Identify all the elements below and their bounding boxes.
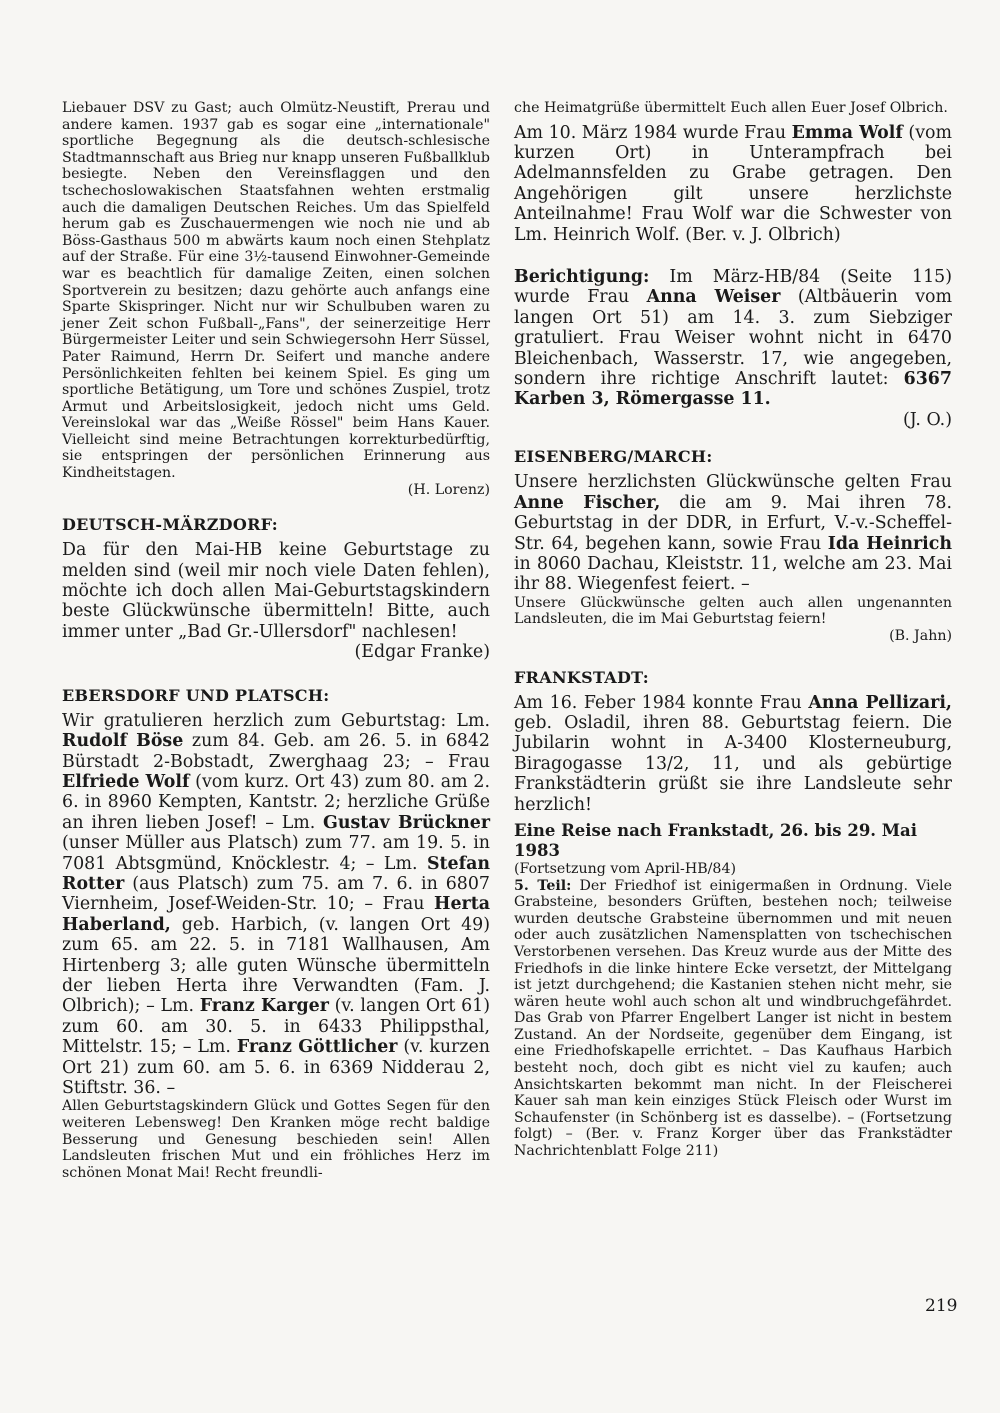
lorenz-article: Liebauer DSV zu Gast; auch Olmütz-Neustift, Prerau und andere kamen. 1937 gab es sogar eine „internationale" sportliche Begegnung als die deutsch-schlesische Stadtmannschaft aus Brieg nur knapp unseren Fußballklub besiegte. Neben den Vereinsflaggen und den tschechoslowakischen Staatsfahnen wehten erstmalig auch die damaligen Deutschen Reiches. Um das Spielfeld herum gab es Zuschauermengen wie noch nie und ab Böss-Gasthaus 500 m abwärts kaum noch einen Stehplatz auf der Straße. Für eine 3½-tausend Einwohner-Gemeinde war es beachtlich für damalige Zeiten, einen solchen Sportverein zu besitzen; dazu gehörte auch anfangs eine Sparte Skispringer. Nicht nur wir Schulbuben waren zu jener Zeit schon Fußball-„Fans", der seinerzeitige Herr Bürgermeister Leiter und sein Schwiegersohn Herr Süssel, Pater Raimund, Herrn Dr. Seifert und manche andere Persönlichkeiten fehlten bei keinem Spiel. Es ging um sportliche Betätigung, um Tore und schönes Zuspiel, trotz Armut und Arbeitslosigkeit, jedoch nicht ums Geld. Vereinslokal war das „Weiße Rössel" beim Hans Kauer. Vielleicht sind meine Betrachtungen korrekturbedürftig, sie entspringen der persönlichen Erinnerung aus Kindheitstagen.: [62, 100, 490, 482]
eisenberg-heading: EISENBERG/MARCH:: [514, 447, 713, 467]
name-emma-wolf: Emma Wolf: [791, 122, 903, 143]
left-column: [62, 100, 490, 1181]
jahn-signature: (B. Jahn): [889, 627, 952, 644]
frankstadt-heading: FRANKSTADT:: [514, 667, 650, 687]
name-herta-haberland: Herta Haberland,: [62, 894, 490, 935]
name-franz-goettlicher: Franz Göttlicher: [236, 1037, 398, 1058]
berichtigung-text: Berichtigung: Im März-HB/84 (Seite 115) wurde Frau Anna Weiser (Altbäuerin vom langen Ort 51) am 14. 3. zum Siebziger gratuliert. Frau Weiser wohnt nicht in 6470 Bleichenbach, Wasserstr. 17, wie angegeben, sondern ihre richtige Anschrift lautet: 6367 Karben 3, Römergasse 11.: [514, 267, 952, 410]
emma-wolf-obituary: Am 10. März 1984 wurde Frau Emma Wolf (vom kurzen Ort) in Unterampfrach bei Adelmannsfelden zu Grabe getragen. Den Angehörigen gilt unsere herzlichste Anteilnahme! Frau Wolf war die Schwester von Lm. Heinrich Wolf. (Ber. v. J. Olbrich): [514, 122, 952, 245]
name-anna-weiser: Anna Weiser: [646, 287, 781, 308]
eisenberg-birthdays: Unsere herzlichsten Glückwünsche gelten Frau Anne Fischer, die am 9. Mai ihren 78. Geburtstag in der DDR, in Erfurt, V.-v.-Scheffel-Str. 64, begehen kann, sowie Frau Ida Heinrich in 8060 Dachau, Kleiststr. 11, welche am 23. Mai ihr 88. Wiegenfest feiert. –: [514, 472, 952, 595]
page-number: 219: [925, 1296, 958, 1316]
name-anne-fischer: Anne Fischer,: [514, 492, 661, 513]
ebersdorf-greetings: Allen Geburtstagskindern Glück und Gottes Segen für den weiteren Lebensweg! Den Kranken möge recht baldige Besserung und Genesung beschieden sein! Allen Landsleuten frischen Mut und ein fröhliches Herz im schönen Monat Mai! Recht freundli-: [62, 1098, 490, 1181]
reise-heading: Eine Reise nach Frankstadt, 26. bis 29. Mai 1983: [514, 820, 918, 860]
eisenberg-greetings: Unsere Glückwünsche gelten auch allen ungenannten Landsleuten, die im Mai Geburtstag feiern!: [514, 594, 952, 628]
weiser-address: 6367 Karben 3, Römergasse 11.: [514, 369, 952, 410]
name-ida-heinrich: Ida Heinrich: [827, 533, 952, 554]
name-franz-karger: Franz Karger: [199, 996, 329, 1017]
franke-signature: (Edgar Franke): [354, 642, 490, 663]
part-label: 5. Teil:: [514, 877, 572, 894]
name-gustav-brueckner: Gustav Brückner: [323, 812, 490, 833]
deutsch-maerzdorf-heading: DEUTSCH-MÄRZDORF:: [62, 515, 278, 535]
name-anna-pellizari: Anna Pellizari,: [808, 692, 952, 713]
frankstadt-birthday: Am 16. Feber 1984 konnte Frau Anna Pellizari, geb. Osladil, ihren 88. Geburtstag feiern. Die Jubilarin wohnt in A-3400 Klosterneuburg, Biragogasse 13/2, 11, und als gebürtige Frankstädterin grüßt sie ihre Landsleute sehr herzlich!: [514, 692, 952, 815]
lorenz-signature: (H. Lorenz): [407, 481, 490, 498]
right-column: [514, 100, 952, 1160]
jo-signature: (J. O.): [902, 409, 952, 430]
reise-part-five: 5. Teil: Der Friedhof ist einigermaßen in Ordnung. Viele Grabsteine, besonders Grüften, bestehen noch; teilweise wurden deutsche Grabsteine übernommen und mit neuen oder auch zusätzlichen Namensplatten von tschechischen Verstorbenen versehen. Das Kreuz wurde aus der Mitte des Friedhofs in die linke hintere Ecke versetzt, der Mittelgang ist jetzt durchgehend; die Kastanien stehen nicht mehr, sie wären heute wohl auch schon alt und windbruchgefährdet. Das Grab von Pfarrer Engelbert Langer ist nicht in bestem Zustand. An der Nordseite, gegenüber dem Eingang, ist eine Friedhofskapelle errichtet. – Das Kaufhaus Harbich besteht noch, doch gibt es nicht viel zu kaufen; auch Ansichtskarten bekommt man nicht. In der Fleischerei Kauer sah man kein einziges Stück Fleisch oder Wurst im Schaufenster (in Schönberg ist es dasselbe). – (Fortsetzung folgt) – (Ber. v. Franz Korger über das Frankstädter Nachrichtenblatt Folge 211): [514, 877, 952, 1160]
name-rudolf-boese: Rudolf Böse: [62, 731, 184, 752]
name-stefan-rotter: Stefan Rotter: [62, 853, 490, 894]
deutsch-maerzdorf-text: Da für den Mai-HB keine Geburtstage zu melden sind (weil mir noch viele Daten fehlen), möchte ich doch allen Mai-Geburtstagskindern beste Glückwünsche übermitteln! Bitte, auch immer unter „Bad Gr.-Ullersdorf" nachlesen!: [62, 540, 490, 642]
name-elfriede-wolf: Elfriede Wolf: [62, 771, 190, 792]
olbrich-greeting: che Heimatgrüße übermittelt Euch allen Euer Josef Olbrich.: [514, 100, 948, 116]
reise-continuation-note: (Fortsetzung vom April-HB/84): [514, 860, 737, 877]
berichtigung-label: Berichtigung:: [514, 267, 650, 288]
ebersdorf-heading: EBERSDORF UND PLATSCH:: [62, 685, 330, 705]
ebersdorf-birthdays: Wir gratulieren herzlich zum Geburtstag: Lm. Rudolf Böse zum 84. Geb. am 26. 5. in 6842 Bürstadt 2-Bobstadt, Zwerghaag 23; – Frau Elfriede Wolf (vom kurz. Ort 43) zum 80. am 2. 6. in 8960 Kempten, Kantstr. 2; herzliche Grüße an ihren lieben Josef! – Lm. Gustav Brückner (unser Müller aus Platsch) zum 77. am 19. 5. in 7081 Abtsgmünd, Knöcklestr. 4; – Lm. Stefan Rotter (aus Platsch) zum 75. am 7. 6. in 6807 Viernheim, Josef-Weiden-Str. 10; – Frau Herta Haberland, geb. Harbich, (v. langen Ort 49) zum 65. am 22. 5. in 7181 Wallhausen, Am Hirtenberg 3; alle guten Wünsche übermitteln der lieben Herta ihre Verwandten (Fam. J. Olbrich); – Lm. Franz Karger (v. langen Ort 61) zum 60. am 30. 5. in 6433 Philippsthal, Mittelstr. 15; – Lm. Franz Göttlicher (v. kurzen Ort 21) zum 60. am 5. 6. in 6369 Nidderau 2, Stiftstr. 36. –: [62, 710, 490, 1098]
